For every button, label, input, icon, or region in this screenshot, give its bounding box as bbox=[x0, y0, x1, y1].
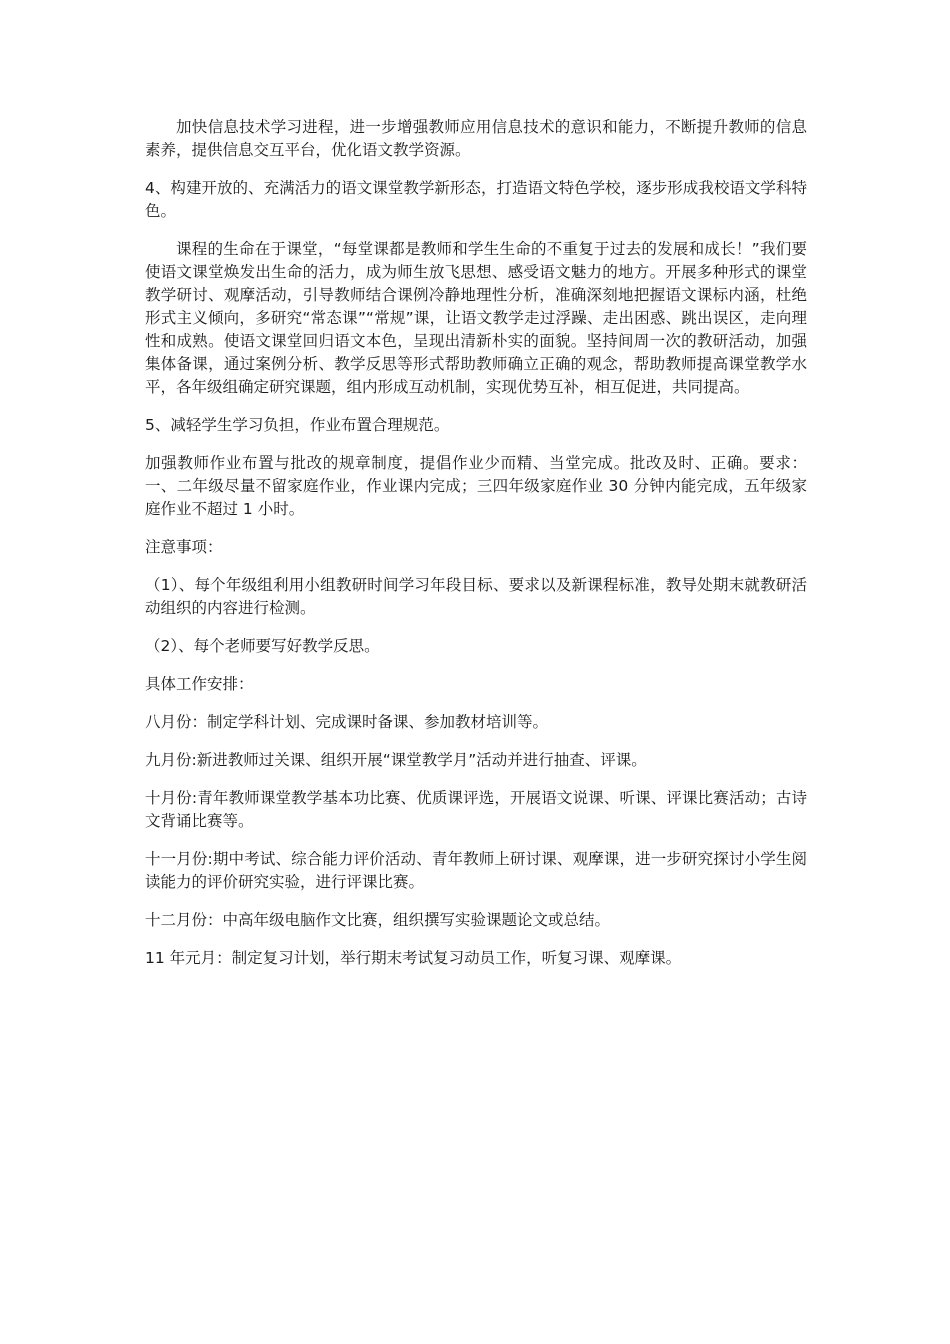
paragraph-info-tech: 加快信息技术学习进程，进一步增强教师应用信息技术的意识和能力，不断提升教师的信息素养，提供信息交互平台，优化语文教学资源。 bbox=[145, 118, 807, 159]
document-body bbox=[145, 116, 807, 985]
schedule-august: 八月份：制定学科计划、完成课时备课、参加教材培训等。 bbox=[145, 713, 549, 731]
schedule-january: 11 年元月：制定复习计划，举行期末考试复习动员工作，听复习课、观摩课。 bbox=[145, 949, 682, 967]
schedule-october: 十月份:青年教师课堂教学基本功比赛、优质课评选，开展语文说课、听课、评课比赛活动；古诗文背诵比赛等。 bbox=[145, 789, 807, 830]
schedule-november: 十一月份:期中考试、综合能力评价活动、青年教师上研讨课、观摩课，进一步研究探讨小学生阅读能力的评价研究实验，进行评课比赛。 bbox=[145, 850, 807, 891]
heading-item-5: 5、减轻学生学习负担，作业布置合理规范。 bbox=[145, 416, 450, 434]
paragraph-classroom: 课程的生命在于课堂，“每堂课都是教师和学生生命的不重复于过去的发展和成长！”我们要使语文课堂焕发出生命的活力，成为师生放飞思想、感受语文魅力的地方。开展多种形式的课堂教学研讨、观摩活动，引导教师结合课例冷静地理性分析，准确深刻地把握语文课标内涵，杜绝形式主义倾向，多研究“常态课”“常规”课，让语文教学走过浮躁、走出困惑、跳出误区，走向理性和成熟。使语文课堂回归语文本色，呈现出清新朴实的面貌。坚持间周一次的教研活动，加强集体备课，通过案例分析、教学反思等形式帮助教师确立正确的观念，帮助教师提高课堂教学水平，各年级组确定研究课题，组内形成互动机制，实现优势互补，相互促进，共同提高。 bbox=[145, 240, 807, 396]
note-item-2: （2）、每个老师要写好教学反思。 bbox=[145, 637, 380, 655]
paragraph-homework: 加强教师作业布置与批改的规章制度，提倡作业少而精、当堂完成。批改及时、正确。要求：一、二年级尽量不留家庭作业，作业课内完成；三四年级家庭作业 30 分钟内能完成，五年级家庭作业不超过 1 小时。 bbox=[145, 454, 807, 518]
note-item-1: （1）、每个年级组利用小组教研时间学习年段目标、要求以及新课程标准，教导处期末就教研活动组织的内容进行检测。 bbox=[145, 576, 807, 617]
notes-heading: 注意事项： bbox=[145, 538, 223, 556]
heading-item-4: 4、构建开放的、充满活力的语文课堂教学新形态，打造语文特色学校，逐步形成我校语文学科特色。 bbox=[145, 179, 807, 220]
schedule-heading: 具体工作安排： bbox=[145, 675, 254, 693]
schedule-december: 十二月份：中高年级电脑作文比赛，组织撰写实验课题论文或总结。 bbox=[145, 911, 611, 929]
schedule-september: 九月份:新进教师过关课、组织开展“课堂教学月”活动并进行抽查、评课。 bbox=[145, 751, 647, 769]
